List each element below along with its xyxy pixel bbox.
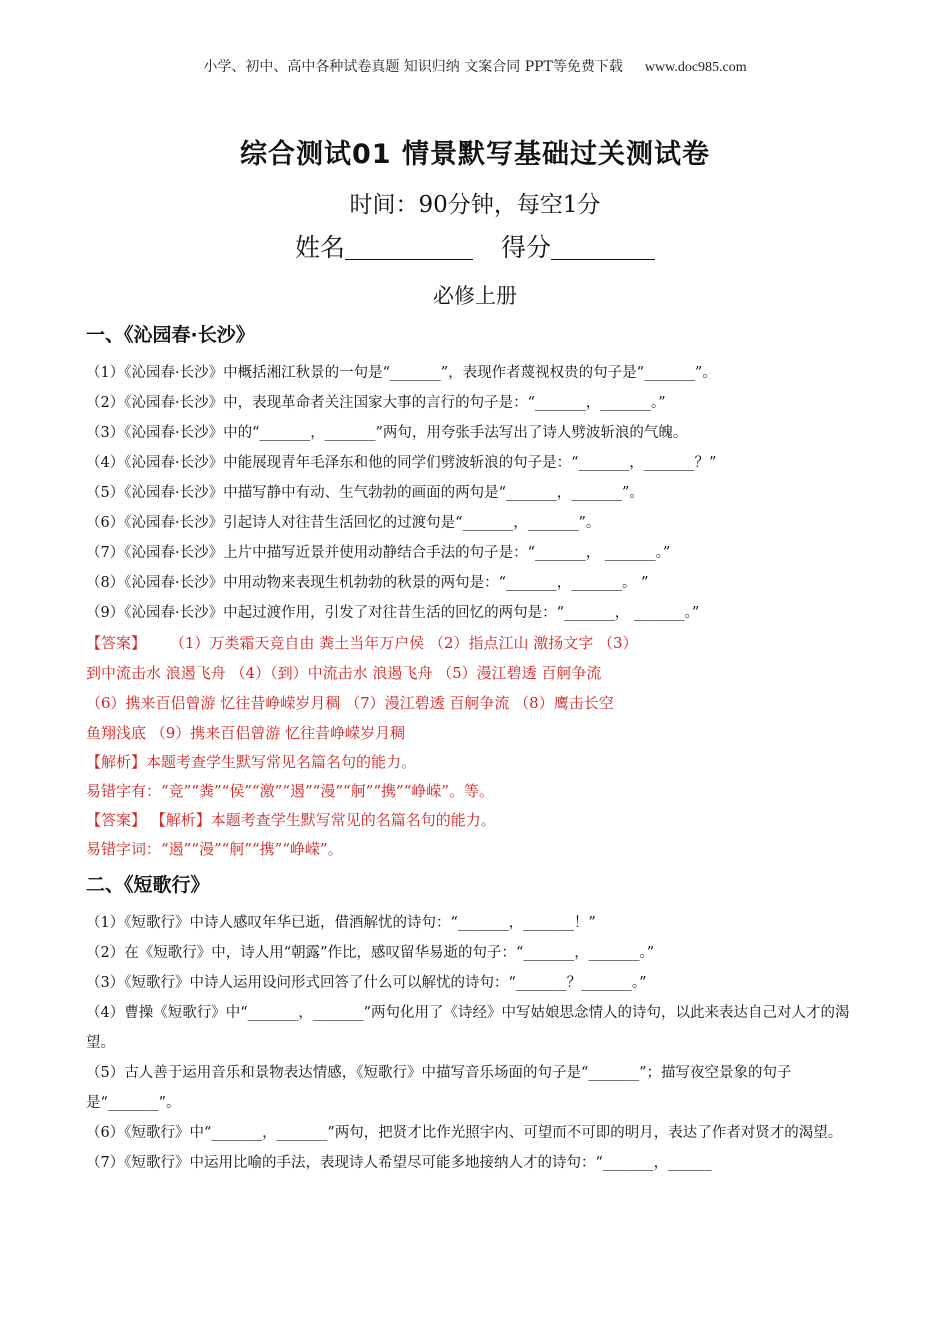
header-site: www.doc985.com <box>644 60 747 75</box>
answer-line-2: 到中流击水 浪遏飞舟 （4）（到）中流击水 浪遏飞舟 （5）漫江碧透 百舸争流 <box>86 664 602 682</box>
question-2-5: （5）古人善于运用音乐和景物表达情感，《短歌行》中描写音乐场面的句子是“_______”；描写夜空景象的句子是“_______”。 <box>86 1065 792 1111</box>
score-blank <box>551 233 655 260</box>
section1-heading: 一、《沁园春·长沙》 <box>86 324 255 346</box>
answer-line-4: 鱼翔浅底 （9）携来百侣曾游 忆往昔峥嵘岁月稠 <box>86 724 406 742</box>
question-1-5: （5）《沁园春·长沙》中描写静中有动、生气勃勃的画面的两句是“_______，_______”。 <box>86 485 644 501</box>
question-1-8: （8）《沁园春·长沙》中用动物来表现生机勃勃的秋景的两句是：“_______，_______。 ” <box>86 575 649 591</box>
name-label: 姓名 <box>294 233 345 262</box>
answer-tag: 【答案】 <box>86 634 147 652</box>
volume-heading: 必修上册 <box>433 284 517 308</box>
question-1-2: （2）《沁园春·长沙》中，表现革命者关注国家大事的言行的句子是：“_______，_______。” <box>86 395 666 411</box>
answer-line-3: （6）携来百侣曾游 忆往昔峥嵘岁月稠 （7）漫江碧透 百舸争流 （8）鹰击长空 <box>86 694 614 712</box>
content <box>86 318 866 1178</box>
question-1-9: （9）《沁园春·长沙》中起过渡作用，引发了对往昔生活的回忆的两句是：“_______， _______。” <box>86 605 700 621</box>
question-2-3: （3）《短歌行》中诗人运用设问形式回答了什么可以解忧的诗句：“_______？_______。” <box>86 975 647 991</box>
header-text: 小学、初中、高中各种试卷真题 知识归纳 文案合同 PPT等免费下载 <box>203 59 623 75</box>
name-score-line <box>0 228 950 264</box>
question-2-4: （4）曹操《短歌行》中“_______，_______”两句化用了《诗经》中写姑娘思念情人的诗句，以此来表达自己对人才的渴望。 <box>86 1005 850 1051</box>
section2-heading: 二、《短歌行》 <box>86 874 210 896</box>
question-2-2: （2）在《短歌行》中，诗人用“朝露”作比，感叹留华易逝的句子：“_______，_______。” <box>86 945 655 961</box>
question-1-3: （3）《沁园春·长沙》中的“_______，_______”两句，用夸张手法写出了诗人劈波斩浪的气魄。 <box>86 425 688 441</box>
page-subtitle: 时间：90分钟，每空1分 <box>349 192 601 218</box>
page-title: 综合测试01 情景默写基础过关测试卷 <box>240 139 710 170</box>
question-1-4: （4）《沁园春·长沙》中能展现青年毛泽东和他的同学们劈波斩浪的句子是：“_______，_______？” <box>86 455 717 471</box>
analysis-1: 【解析】本题考查学生默写常见名篇名句的能力。 <box>86 753 417 771</box>
question-2-6: （6）《短歌行》中“_______，_______”两句，把贤才比作光照宇内、可望而不可即的明月，表达了作者对贤才的渴望。 <box>86 1125 843 1141</box>
question-1-1: （1）《沁园春·长沙》中概括湘江秋景的一句是“_______”，表现作者蔑视权贵的句子是“_______”。 <box>86 365 717 381</box>
name-blank <box>345 233 473 260</box>
answer-analysis-2: 【答案】 【解析】本题考查学生默写常见的名篇名句的能力。 <box>86 811 496 829</box>
typo-note-2: 易错字词：“遏”“漫”“舸”“携”“峥嵘”。 <box>86 840 343 858</box>
question-2-1: （1）《短歌行》中诗人感叹年华已逝，借酒解忧的诗句：“_______，_______！” <box>86 915 596 931</box>
page-header <box>0 56 950 76</box>
score-label: 得分 <box>501 233 552 262</box>
question-2-7: （7）《短歌行》中运用比喻的手法，表现诗人希望尽可能多地接纳人才的诗句：“_______，______ <box>86 1155 712 1171</box>
answer-line-1: 【答案】 （1）万类霜天竞自由 粪土当年万户侯 （2）指点江山 激扬文字 （3） <box>86 634 638 652</box>
question-1-6: （6）《沁园春·长沙》引起诗人对往昔生活回忆的过渡句是“_______，_______”。 <box>86 515 601 531</box>
typo-note-1: 易错字有：“竞”“粪”“侯”“激”“遏”“漫”“舸”“携”“峥嵘”。等。 <box>86 782 495 800</box>
question-1-7: （7）《沁园春·长沙》上片中描写近景并使用动静结合手法的句子是：“_______， _______。” <box>86 545 671 561</box>
